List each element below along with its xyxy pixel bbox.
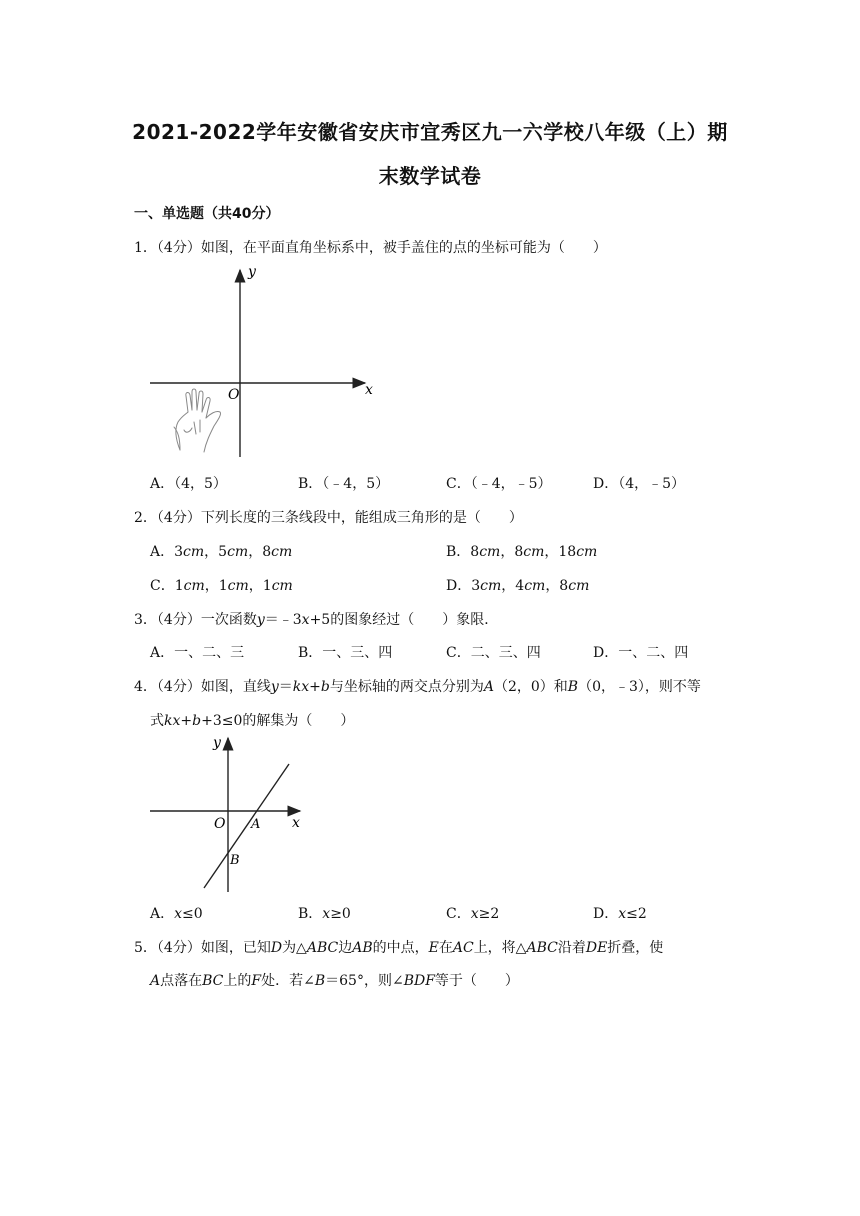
question-4-stem-line1: 4．（4分）如图，直线y＝kx+b与坐标轴的两交点分别为A（2，0）和B（0，﹣3），则不等: [134, 679, 701, 695]
q4-point-b-label: B: [230, 853, 240, 868]
q4-y-label: y: [213, 735, 221, 751]
q1-figure: [140, 262, 380, 462]
q1-origin-label: O: [228, 387, 240, 403]
q2-option-a: A．3cm，5cm，8cm: [150, 544, 293, 560]
question-5-stem-line1: 5．（4分）如图，已知D为△ABC边AB的中点，E在AC上，将△ABC沿着DE折叠，使: [134, 940, 664, 956]
q4-x-label: x: [292, 815, 300, 831]
q3-option-c: C．二、三、四: [446, 645, 541, 661]
q4-option-a: A．x≤0: [150, 906, 203, 922]
q1-y-label: y: [248, 264, 256, 280]
section-header: 一、单选题（共40分）: [134, 206, 280, 222]
q1-option-b: B．（﹣4，5）: [298, 476, 390, 492]
question-2-stem: 2．（4分）下列长度的三条线段中，能组成三角形的是（ ）: [134, 510, 523, 526]
question-3-stem: 3．（4分）一次函数y＝﹣3x+5的图象经过（ ）象限．: [134, 612, 499, 628]
hand-icon: [174, 389, 221, 452]
q4-option-c: C．x≥2: [446, 906, 500, 922]
q1-option-c: C．（﹣4，﹣5）: [446, 476, 552, 492]
page-title-line1: 2021-2022学年安徽省安庆市宜秀区九一六学校八年级（上）期: [132, 120, 728, 144]
page-title-line2: 末数学试卷: [378, 164, 482, 188]
q4-figure: [140, 730, 320, 896]
q3-option-d: D．一、二、四: [593, 645, 689, 661]
q2-option-d: D．3cm，4cm，8cm: [446, 578, 590, 594]
question-5-stem-line2: A点落在BC上的F处．若∠B＝65°，则∠BDF等于（ ）: [150, 973, 519, 989]
q4-origin-label: O: [214, 816, 226, 832]
q1-x-label: x: [365, 382, 373, 398]
q4-option-b: B．x≥0: [298, 906, 351, 922]
q4-point-a-label: A: [251, 817, 261, 832]
question-1-stem: 1．（4分）如图，在平面直角坐标系中，被手盖住的点的坐标可能为（ ）: [134, 240, 607, 256]
q4-option-d: D．x≤2: [593, 906, 647, 922]
question-4-stem-line2: 式kx+b+3≤0的解集为（ ）: [150, 713, 355, 729]
q1-option-a: A．（4，5）: [150, 476, 227, 492]
q3-option-a: A．一、二、三: [150, 645, 245, 661]
q1-option-d: D．（4，﹣5）: [593, 476, 686, 492]
q2-option-b: B．8cm，8cm，18cm: [446, 544, 598, 560]
q2-option-c: C．1cm，1cm，1cm: [150, 578, 293, 594]
q3-option-b: B．一、三、四: [298, 645, 393, 661]
